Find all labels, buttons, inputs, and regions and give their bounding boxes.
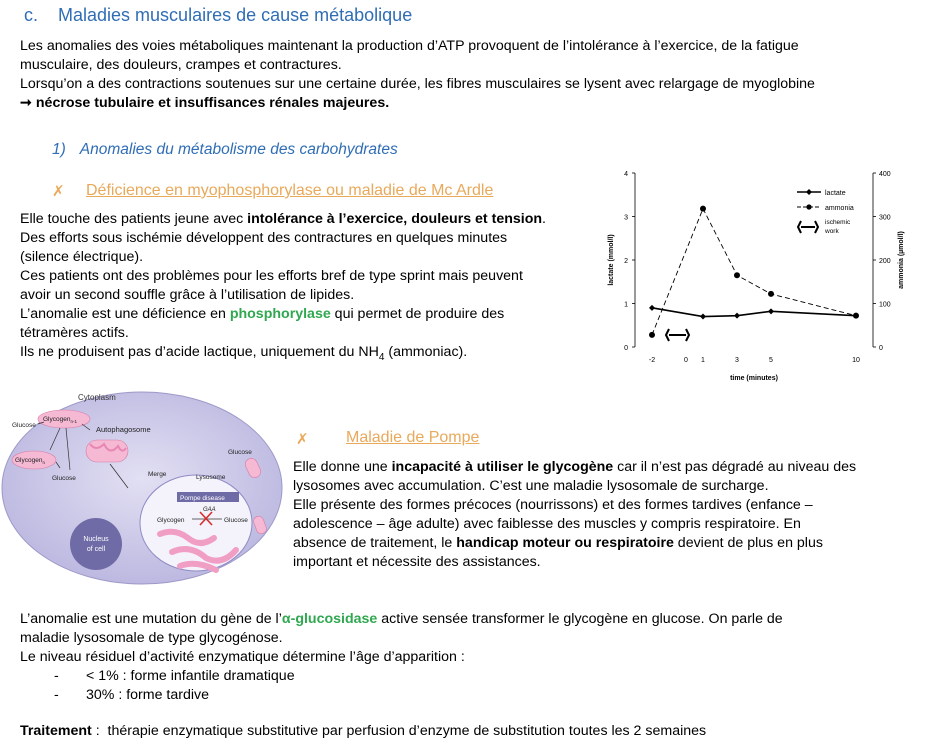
mcardle-line-2: Des efforts sous ischémie développent des contractures en quelques minutes [20, 230, 508, 246]
merge-label: Merge [148, 471, 167, 478]
text-run: active sensée transformer le glycogène en glucose. On parle de [377, 611, 783, 627]
y-tick-label: 0 [624, 345, 628, 352]
legend-ischemic-label-2: work [825, 228, 839, 235]
intro-conclusion: nécrose tubulaire et insuffisances rénales majeures. [35, 95, 390, 111]
pompe-line-1 [293, 458, 856, 477]
text-run: L’anomalie est une mutation du gène de l’ [20, 611, 282, 627]
pompe-line-6: important et nécessite des assistances. [293, 554, 541, 570]
mcardle-heading: Déficience en myophosphorylase ou maladie de Mc Ardle [86, 182, 494, 199]
lactate-point [649, 305, 655, 311]
glycogen-lysosome-label: Glycogen [157, 517, 185, 524]
bottom-line-3: Le niveau résiduel d’activité enzymatique détermine l’âge d’apparition : [20, 649, 465, 665]
text-run: devient de plus en plus [673, 535, 823, 551]
glucose-left-label: Glucose [12, 422, 36, 429]
mcardle-line-1 [20, 210, 546, 229]
y2-tick-label: 400 [879, 171, 891, 178]
intro-line-4 [20, 94, 389, 113]
y-tick-label: 3 [624, 214, 628, 222]
cytoplasm-label: Cytoplasm [78, 393, 116, 402]
mcardle-line-4: Ces patients ont des problèmes pour les efforts bref de type sprint mais peuvent [20, 268, 523, 284]
pompe-line-2: lysosomes avec accumulation. C’est une maladie lysosomale de surcharge. [293, 478, 769, 494]
series-line-lactate [652, 308, 856, 317]
text-run: . [542, 211, 546, 227]
list-dash: - [54, 668, 59, 684]
ischemic-bracket-left [666, 329, 669, 341]
bottom-line-2: maladie lysosomale de type glycogénose. [20, 630, 283, 646]
list-item: 30% : forme tardive [86, 687, 210, 703]
glucose-bottom-label: Glucose [52, 475, 76, 482]
pompe-line-4: adolescence – âge adulte) avec faiblesse des muscles y compris respiratoire. En [293, 516, 801, 532]
section-heading [24, 6, 412, 25]
y2-tick-label: 300 [879, 214, 891, 222]
ammonia-point [768, 291, 774, 297]
nucleus [70, 518, 122, 570]
list-dash: - [54, 687, 59, 703]
nucleus-label-2: of cell [86, 546, 106, 553]
text-run: qui permet de produire des [330, 306, 505, 322]
subsection-title: Anomalies du métabolisme des carbohydrates [79, 141, 398, 158]
bottom-line-1 [20, 610, 783, 629]
y2-tick-label: 0 [879, 345, 883, 352]
subsection-number: 1) [52, 141, 66, 158]
treatment-label: Traitement [20, 723, 92, 739]
pompe-line-5 [293, 534, 823, 553]
y-tick-label: 1 [624, 301, 628, 309]
pencil-bullet-icon: ✗ [52, 183, 65, 200]
treatment-line [20, 722, 706, 741]
pompe-disease-label: Pompe disease [180, 495, 225, 502]
arrow-right-icon: ➞ [20, 95, 32, 111]
text-run: Elle donne une [293, 459, 392, 475]
highlight-phosphorylase: phosphorylase [229, 306, 331, 322]
lactate-point [734, 313, 740, 319]
y-axis-label: lactate (mmol/l) [608, 234, 615, 286]
highlight-alpha-glucosidase: α-glucosidase [281, 611, 378, 627]
intro-line-3: Lorsqu’on a des contractions soutenues sur une certaine durée, les fibres musculaires se lysent avec relargage de myoglobine [20, 76, 815, 92]
text-run: Elle touche des patients jeune avec [20, 211, 248, 227]
glycogen-n1-label: Glycogen$_{n-1}$ [43, 416, 77, 424]
text-run: Ils ne produisent pas d’acide lactique, uniquement du NH [20, 344, 379, 360]
x-axis-label: time (minutes) [730, 375, 778, 382]
list-item: < 1% : forme infantile dramatique [86, 668, 295, 684]
lactate-ammonia-chart [600, 160, 930, 390]
treatment-text: thérapie enzymatique substitutive par perfusion d’enzyme de substitution toutes les 2 semaines [107, 723, 707, 739]
legend-ischemic-bracket [815, 221, 818, 233]
x-tick-label: 1 [701, 357, 705, 364]
text-run: L’anomalie est une déficience en [20, 306, 230, 322]
text-run: : [91, 723, 100, 739]
intro-line-1: Les anomalies des voies métaboliques maintenant la production d’ATP provoquent de l’intolérance à l’exercice, de la fatigue [20, 38, 799, 54]
subscript: 4 [378, 351, 385, 363]
x-tick-label: 10 [852, 357, 860, 364]
x-tick-label: 3 [735, 357, 739, 364]
lactate-point [700, 314, 706, 320]
y2-axis-label: ammonia (µmol/l) [898, 231, 905, 289]
glycogen-n-label: Glycogen$_n$ [15, 457, 45, 465]
glucose-right-label: Glucose [228, 449, 252, 456]
legend-lactate-marker [806, 189, 812, 195]
y2-tick-label: 200 [879, 258, 891, 265]
text-run: (ammoniac). [384, 344, 468, 360]
lactate-point [768, 308, 774, 314]
subsection-heading [52, 140, 398, 159]
x-tick-label: 0 [684, 357, 688, 364]
legend-ischemic-label-1: ischemic [825, 219, 851, 226]
y-tick-label: 2 [624, 258, 628, 265]
legend-ischemic-bracket [798, 221, 801, 233]
mcardle-line-3: (silence électrique). [20, 249, 144, 265]
legend-ammonia-marker [806, 204, 811, 209]
section-title: Maladies musculaires de cause métabolique [58, 5, 413, 25]
text-run: car il n’est pas dégradé au niveau des [613, 459, 857, 475]
x-tick-label: 5 [769, 357, 773, 364]
pencil-bullet-icon: ✗ [296, 431, 309, 448]
gaa-label: GAA [203, 507, 216, 513]
emphasis-text: handicap moteur ou respiratoire [456, 535, 674, 551]
emphasis-text: intolérance à l’exercice, douleurs et tension [247, 211, 543, 227]
autophagosome-label: Autophagosome [96, 425, 151, 434]
mcardle-line-5: avoir un second souffle grâce à l’utilisation de lipides. [20, 287, 355, 303]
legend-lactate-label: lactate [825, 190, 846, 197]
mcardle-line-8 [20, 343, 467, 367]
intro-line-2: musculaire, des douleurs, crampes et contractures. [20, 57, 342, 73]
nucleus-label-1: Nucleus [83, 536, 109, 543]
ammonia-point [853, 313, 859, 319]
x-tick-label: -2 [648, 357, 656, 364]
ischemic-bracket-right [686, 329, 689, 341]
lysosome-label: Lysosome [196, 474, 226, 481]
pompe-cell-diagram [0, 388, 290, 588]
emphasis-text: incapacité à utiliser le glycogène [391, 459, 614, 475]
glucose-lysosome-label: Glucose [224, 517, 248, 524]
pompe-heading: Maladie de Pompe [346, 429, 480, 446]
ammonia-point [700, 206, 706, 212]
y-tick-label: 4 [624, 171, 628, 178]
pompe-line-3: Elle présente des formes précoces (nourrissons) et des formes tardives (enfance – [293, 497, 813, 513]
text-run: absence de traitement, le [293, 535, 457, 551]
mcardle-line-6 [20, 305, 504, 324]
ammonia-point [649, 332, 655, 338]
ammonia-point [734, 272, 740, 278]
section-number: c. [24, 5, 39, 25]
legend-ammonia-label: ammonia [825, 205, 854, 212]
mcardle-line-7: tétramères actifs. [20, 325, 129, 341]
y2-tick-label: 100 [879, 301, 891, 309]
